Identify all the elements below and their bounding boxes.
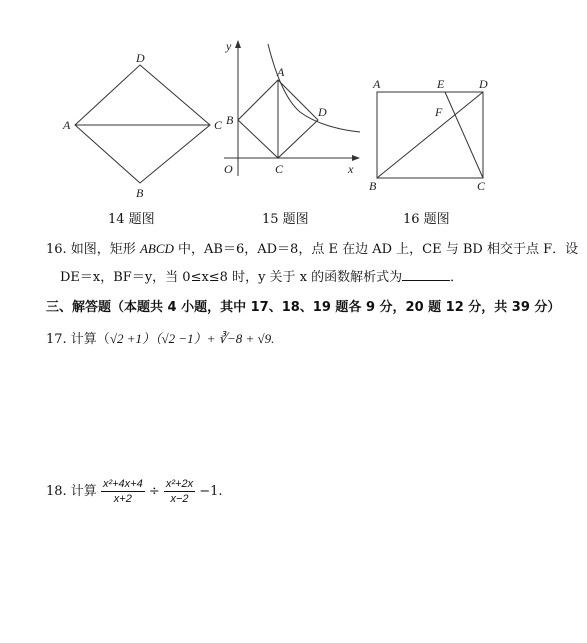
fig14-label-d: D bbox=[136, 51, 145, 65]
fig14-label-a: A bbox=[63, 118, 71, 132]
q16-line2-text: DE＝x，BF＝y，当 0≤x≤8 时，y 关于 x 的函数解析式为 bbox=[60, 270, 403, 285]
q18-operator: ÷ bbox=[144, 484, 164, 499]
fig16-label-f: F bbox=[435, 105, 443, 119]
fig16-label-a: A bbox=[373, 77, 381, 91]
fig15-label-o: O bbox=[224, 162, 233, 176]
answer-blank bbox=[402, 268, 450, 281]
fig16-label-c: C bbox=[477, 179, 486, 193]
q16-line-1 bbox=[46, 238, 578, 257]
q16-line2-end: ． bbox=[450, 270, 464, 285]
figure-15 bbox=[220, 36, 370, 190]
fig16-label-b: B bbox=[369, 179, 377, 193]
q18-suffix: −1. bbox=[195, 484, 223, 499]
q16-math: ABCD bbox=[139, 241, 174, 256]
figure-14 bbox=[60, 50, 230, 204]
q17-prefix: 17. 计算（ bbox=[46, 332, 110, 347]
fig16-label-d: D bbox=[479, 77, 488, 91]
fig15-label-b: B bbox=[226, 113, 234, 127]
fig15-label-a: A bbox=[277, 65, 285, 79]
q16-rest: 中，AB＝6，AD＝8，点 E 在边 AD 上，CE 与 BD 相交于点 F．设 bbox=[173, 242, 579, 257]
q18-prefix: 18. 计算 bbox=[46, 484, 97, 499]
q18 bbox=[46, 478, 223, 505]
fig14-label-b: B bbox=[136, 186, 144, 200]
q16-prefix: 16. 如图，矩形 bbox=[46, 242, 140, 257]
q17 bbox=[46, 328, 274, 347]
section-3-heading: 三、解答题（本题共 4 小题，其中 17、18、19 题各 9 分，20 题 12 分，共 39 分） bbox=[46, 300, 561, 315]
q18-denominator-1: x+2 bbox=[113, 493, 132, 505]
q18-numerator-1: x²+4x+4 bbox=[102, 478, 143, 490]
q16-line-2 bbox=[60, 266, 463, 285]
fig16-label-e: E bbox=[437, 77, 445, 91]
q18-denominator-2: x−2 bbox=[170, 493, 189, 505]
fig15-label-y: y bbox=[226, 39, 232, 53]
q17-expression: √2 +1）（√2 −1）+ ∛−8 + √9. bbox=[109, 331, 275, 346]
fig14-label-c: C bbox=[214, 118, 223, 132]
figure-16 bbox=[365, 76, 500, 198]
caption-16: 16 题图 bbox=[403, 212, 450, 227]
q18-fraction-1 bbox=[101, 478, 145, 505]
fig15-label-x: x bbox=[348, 162, 354, 176]
fig15-label-c: C bbox=[275, 162, 284, 176]
caption-15: 15 题图 bbox=[262, 212, 309, 227]
fig15-label-d: D bbox=[318, 105, 327, 119]
caption-14: 14 题图 bbox=[108, 212, 155, 227]
q18-numerator-2: x²+2x bbox=[165, 478, 194, 490]
q18-fraction-2 bbox=[164, 478, 195, 505]
